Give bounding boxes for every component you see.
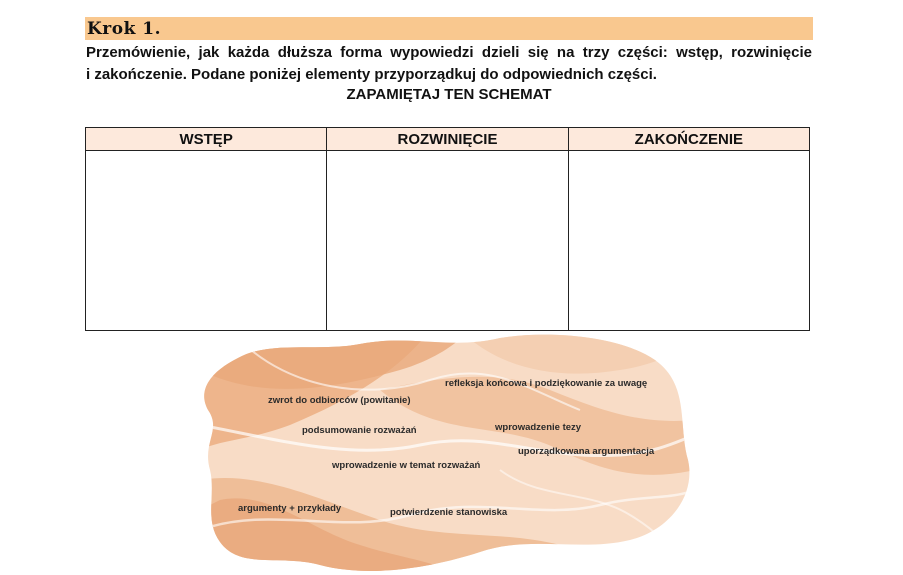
remember-heading: ZAPAMIĘTAJ TEN SCHEMAT — [346, 86, 552, 103]
item-chip[interactable]: argumenty + przykłady — [238, 503, 342, 514]
instructions-line-2: i zakończenie. Podane poniżej elementy przyporządkuj do odpowiednich części. — [86, 66, 657, 83]
column-header-body: ROZWINIĘCIE — [327, 128, 568, 151]
item-chip[interactable]: zwrot do odbiorców (powitanie) — [268, 395, 411, 406]
item-chip[interactable]: potwierdzenie stanowiska — [390, 507, 508, 518]
drop-zone-conclusion[interactable] — [568, 151, 809, 331]
item-chip[interactable]: refleksja końcowa i podziękowanie za uwagę — [445, 378, 648, 389]
item-chip[interactable]: podsumowanie rozważań — [302, 425, 417, 436]
item-chip[interactable]: wprowadzenie w temat rozważań — [332, 460, 481, 471]
item-chip[interactable]: wprowadzenie tezy — [495, 422, 582, 433]
column-header-intro: WSTĘP — [86, 128, 327, 151]
item-chip[interactable]: uporządkowana argumentacja — [518, 446, 655, 457]
speech-structure-table — [85, 127, 810, 331]
step-header-bar — [85, 17, 813, 40]
instructions — [86, 42, 812, 86]
drop-zone-body[interactable] — [327, 151, 568, 331]
column-header-conclusion: ZAKOŃCZENIE — [568, 128, 809, 151]
drop-zone-intro[interactable] — [86, 151, 327, 331]
step-title: Krok 1. — [87, 19, 162, 39]
instructions-line-1: Przemówienie, jak każda dłuższa forma wypowiedzi dzieli się na trzy części: wstęp, rozwinięcie — [86, 44, 812, 61]
